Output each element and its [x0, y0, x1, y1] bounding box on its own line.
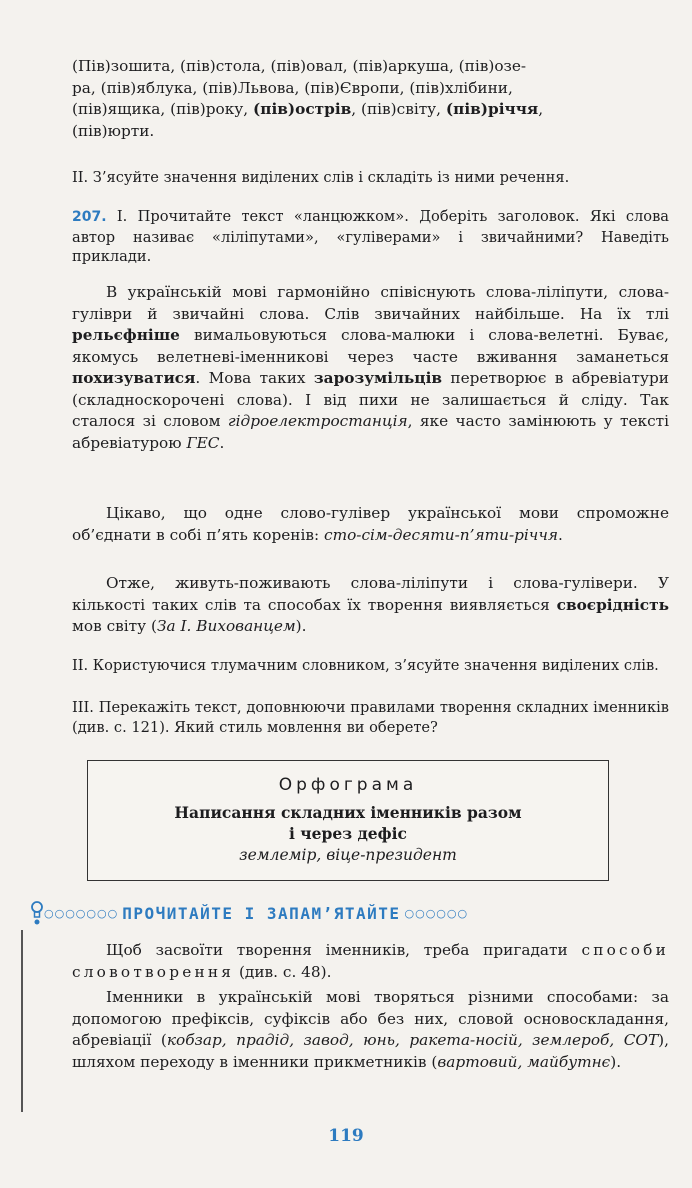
exercise-number: 207.: [72, 209, 107, 225]
exercise-task: 207. І. Прочитайте текст «ланцюжком». Доберіть заголовок. Які слова автор називає «ліліпутами», «гуліверами» і звичайними? Наведіть приклади.: [72, 208, 669, 266]
rule-paragraph: Іменники в українській мові творяться різними способами: за допомогою префіксів, суфіксів або без них, словой основоскладання, абревіації (кобзар, прадід, завод, юнь, ракета-носій, землероб, СОТ), шляхом переходу в іменники прикметників (вартовий, майбутнє).: [72, 988, 669, 1071]
highlighted-word: зарозумільців: [313, 369, 443, 387]
page-number: 119: [328, 1126, 364, 1146]
orfograma-title: Орфограма: [278, 775, 418, 795]
highlighted-word: рельєфніше: [72, 326, 180, 344]
banner-dots: ○○○○○○: [404, 906, 469, 920]
highlighted-word: (пів)острів: [253, 100, 352, 118]
orfograma-heading: і через дефіс: [289, 824, 407, 843]
word-list-line: (пів)ящика, (пів)року, (пів)острів, (пів)світу, (пів)річчя,: [72, 100, 544, 118]
orfograma-example: землемір, віце-президент: [239, 846, 457, 864]
highlighted-word: своєрідність: [556, 595, 669, 614]
task-text: III. Перекажіть текст, доповнюючи правилами творення складних іменників (див. с. 121). Який стиль мовлення ви оберете?: [72, 699, 669, 736]
highlighted-word: (пів)річчя: [445, 100, 539, 118]
task-text: II. З’ясуйте значення виділених слів і складіть із ними речення.: [72, 169, 570, 186]
orfograma-heading: Написання складних іменників разом: [174, 803, 522, 822]
banner-title: ПРОЧИТАЙТЕ І ЗАПАМ’ЯТАЙТЕ: [122, 903, 401, 923]
rule-paragraph: Щоб засвоїти творення іменників, треба пригадати способи словотворення (див. с. 48).: [72, 941, 669, 981]
text-paragraph: Цікаво, що одне слово-гулівер української мови спроможне об’єднати в собі п’ять коренів: сто-сім-десяти-п’яти-річчя.: [72, 504, 669, 544]
word-list-line: ра, (пів)яблука, (пів)Львова, (пів)Європи, (пів)хлібини,: [72, 78, 513, 97]
highlighted-word: похизуватися: [72, 369, 196, 387]
task-text: II. Користуючися тлумачним словником, з’ясуйте значення виділених слів.: [72, 657, 659, 674]
memo-banner: [30, 898, 670, 928]
text-paragraph: В українській мові гармонійно співіснують слова-ліліпути, слова-гуліври й звичайні слова. Слів звичайних найбільше. На їх тлі рельєфніше вимальовуються слова-малюки і слова-велетні. Буває, якомусь велетневі-іменникові через часте вживання заманеться похизуватися. Мова таких зарозумільців перетворює в абревіатури (складноскорочені слова). І від пихи не залишається й сліду. Так сталося зі словом гідроелектростанція, яке часто замінюють у тексті абревіатурою ГЕС.: [72, 283, 669, 452]
word-list-line: (пів)юрти.: [72, 121, 155, 140]
text-paragraph: Отже, живуть-поживають слова-ліліпути і слова-гулівери. У кількості таких слів та способах їх творення виявляється своєрідність мов світу (За І. Вихованцем).: [72, 574, 669, 635]
orfograma-box: [87, 760, 609, 881]
lightbulb-icon: [30, 900, 44, 926]
word-list-line: (Пів)зошита, (пів)стола, (пів)овал, (пів)аркуша, (пів)озе-: [72, 57, 527, 75]
word-list: [72, 56, 669, 142]
banner-dots: ○○○○○○○: [44, 906, 119, 920]
margin-rule: [21, 930, 23, 1112]
